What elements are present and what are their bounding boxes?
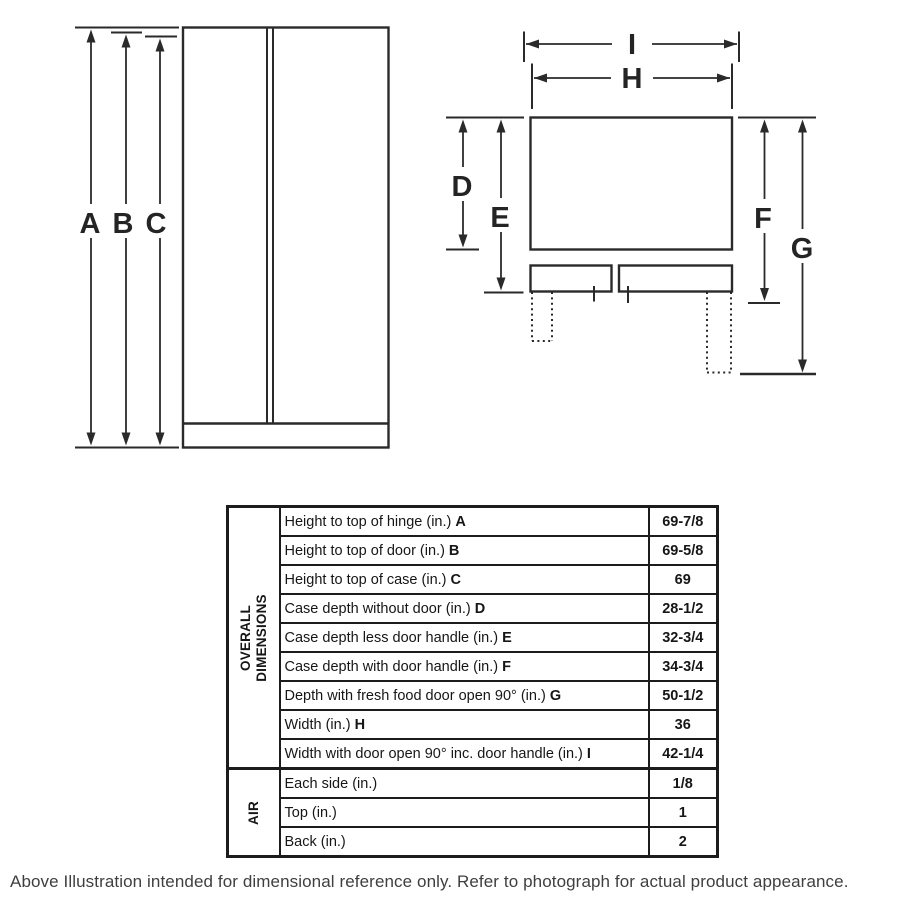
table-row — [228, 710, 718, 739]
row-value: 28-1/2 — [649, 594, 718, 623]
dim-label-f: F — [754, 203, 772, 235]
case-outline — [531, 118, 733, 250]
row-key: I — [586, 745, 591, 762]
dim-arrow-c — [156, 39, 165, 446]
row-value: 69-7/8 — [649, 507, 718, 537]
row-value: 36 — [649, 710, 718, 739]
row-label: Height to top of case (in.) — [284, 571, 447, 588]
row-value: 69-5/8 — [649, 536, 718, 565]
row-key: C — [450, 571, 461, 588]
row-label: Each side (in.) — [284, 775, 378, 792]
row-key: H — [354, 716, 366, 733]
row-label: Back (in.) — [284, 833, 346, 850]
dim-arrow-d — [446, 120, 479, 250]
dim-label-b: B — [112, 208, 134, 240]
dim-label-i: I — [627, 29, 637, 61]
row-value: 1 — [649, 798, 718, 827]
dim-arrow-b — [122, 35, 131, 446]
row-key: A — [455, 513, 466, 530]
fridge-front-view — [183, 28, 389, 448]
row-label: Case depth less door handle (in.) — [284, 629, 499, 646]
row-label: Height to top of door (in.) — [284, 542, 445, 559]
footnote-caption: Above Illustration intended for dimensional reference only. Refer to photograph for actual product appearance. — [10, 872, 849, 891]
table-row — [228, 507, 718, 537]
row-value: 50-1/2 — [649, 681, 718, 710]
left-door-outline — [531, 266, 612, 292]
table-row — [228, 594, 718, 623]
dim-label-e: E — [490, 202, 510, 234]
row-label: Depth with fresh food door open 90° (in.) — [284, 687, 546, 704]
right-door-open-dotted — [707, 292, 731, 373]
table-row — [228, 739, 718, 769]
row-label: Case depth with door handle (in.) — [284, 658, 499, 675]
left-door-open-dotted — [532, 292, 552, 341]
dim-arrow-h — [532, 63, 732, 109]
front-view-dimension-lines — [75, 28, 179, 448]
row-label: Top (in.) — [284, 804, 337, 821]
top-view-dimension-lines — [446, 29, 818, 374]
row-key: D — [474, 600, 486, 617]
section-header-overall-dimensions: OVERALL DIMENSIONS — [228, 507, 280, 769]
row-label: Height to top of hinge (in.) — [284, 513, 452, 530]
row-key: G — [549, 687, 562, 704]
dim-arrow-g — [740, 120, 818, 375]
row-value: 69 — [649, 565, 718, 594]
row-label: Width (in.) — [284, 716, 351, 733]
table-row — [228, 769, 718, 799]
table-row — [228, 623, 718, 652]
row-value: 42-1/4 — [649, 739, 718, 769]
row-value: 2 — [649, 827, 718, 857]
dim-label-h: H — [621, 63, 643, 95]
table-row — [228, 827, 718, 857]
fridge-outline — [183, 28, 389, 448]
row-label: Case depth without door (in.) — [284, 600, 471, 617]
dim-label-g: G — [790, 233, 814, 265]
table-row — [228, 798, 718, 827]
row-key: B — [448, 542, 460, 559]
dim-arrow-f — [748, 120, 780, 304]
row-value: 32-3/4 — [649, 623, 718, 652]
table-row — [228, 652, 718, 681]
dim-label-a: A — [79, 208, 101, 240]
row-value: 34-3/4 — [649, 652, 718, 681]
row-key: F — [502, 658, 511, 675]
dim-label-d: D — [451, 171, 473, 203]
dimensions-table — [226, 505, 719, 858]
row-value: 1/8 — [649, 769, 718, 799]
section-header-air: AIR — [228, 769, 280, 857]
dim-label-c: C — [145, 208, 167, 240]
row-key: E — [502, 629, 512, 646]
dim-arrow-i — [524, 29, 739, 62]
table-row — [228, 536, 718, 565]
table-row — [228, 565, 718, 594]
table-row — [228, 681, 718, 710]
dim-arrow-e — [484, 120, 524, 293]
right-door-outline — [619, 266, 732, 292]
row-label: Width with door open 90° inc. door handle (in.) — [284, 745, 583, 762]
